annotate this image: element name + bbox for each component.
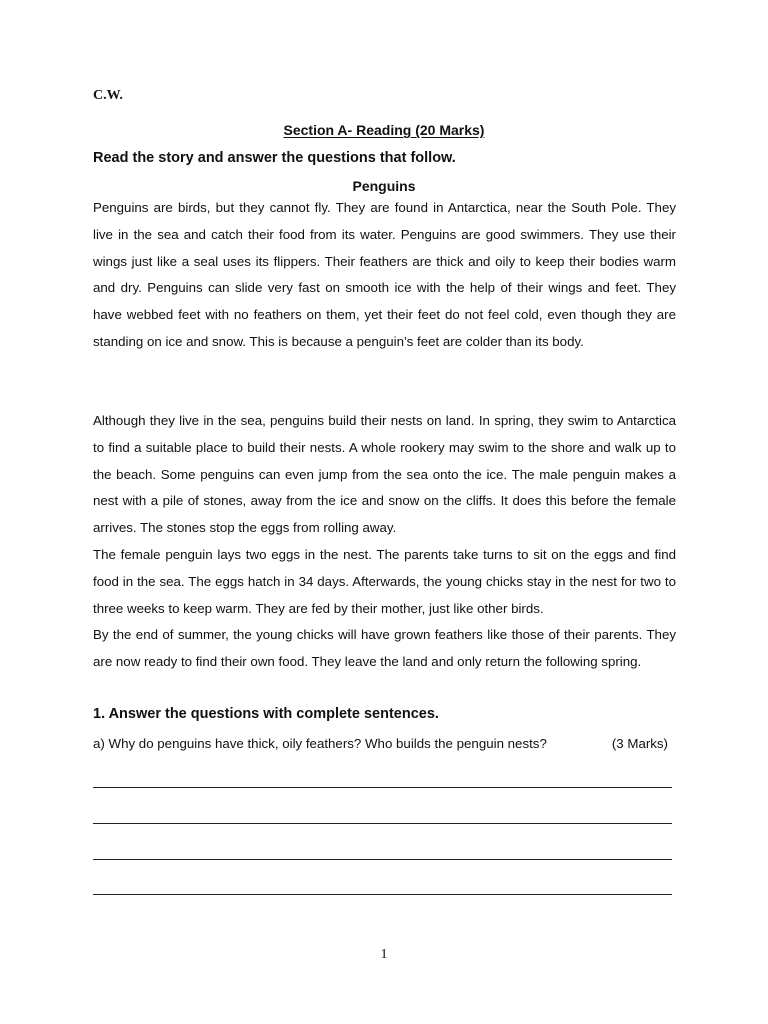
answer-line[interactable] xyxy=(93,823,672,824)
question-a xyxy=(93,736,668,751)
story-block-second xyxy=(93,408,676,676)
story-title: Penguins xyxy=(352,178,416,194)
answer-line[interactable] xyxy=(93,859,672,860)
page-number: 1 xyxy=(380,947,388,962)
section-title: Section A- Reading (20 Marks) xyxy=(283,122,485,138)
answer-line[interactable] xyxy=(93,894,672,895)
story-paragraph: Penguins are birds, but they cannot fly. They are found in Antarctica, near the South Pole. They live in the sea and catch their food from its water. Penguins are good swimmers. They use their wings just like a seal uses its flippers. Their feathers are thick and oily to keep their bodies warm and dry. Penguins can slide very fast on smooth ice with the help of their wings and feet. They have webbed feet with no feathers on them, yet their feet do not feel cold, even though they are standing on ice and snow. This is because a penguin’s feet are colder than its body. xyxy=(93,200,676,349)
story-paragraph: Although they live in the sea, penguins build their nests on land. In spring, they swim to Antarctica to find a suitable place to build their nests. A whole rookery may swim to the shore and walk up to the beach. Some penguins can even jump from the sea onto the ice. The male penguin makes a nest with a pile of stones, away from the ice and snow on the cliffs. It does this before the female arrives. The stones stop the eggs from rolling away. xyxy=(93,413,676,536)
question-marks: (3 Marks) xyxy=(611,736,668,751)
classwork-label: C.W. xyxy=(93,88,123,103)
story-block-first xyxy=(93,195,676,356)
answer-line[interactable] xyxy=(93,787,672,788)
questions-heading: 1. Answer the questions with complete sentences. xyxy=(93,706,439,722)
story-paragraph: By the end of summer, the young chicks will have grown feathers like those of their parents. They are now ready to find their own food. They leave the land and only return the following spring. xyxy=(93,627,676,670)
story-paragraph: The female penguin lays two eggs in the nest. The parents take turns to sit on the eggs and find food in the sea. The eggs hatch in 34 days. Afterwards, the young chicks stay in the nest for two to three weeks to keep warm. They are fed by their mother, just like other birds. xyxy=(93,546,676,616)
reading-instruction: Read the story and answer the questions that follow. xyxy=(93,150,456,166)
question-text: a) Why do penguins have thick, oily feathers? Who builds the penguin nests? xyxy=(93,736,547,751)
